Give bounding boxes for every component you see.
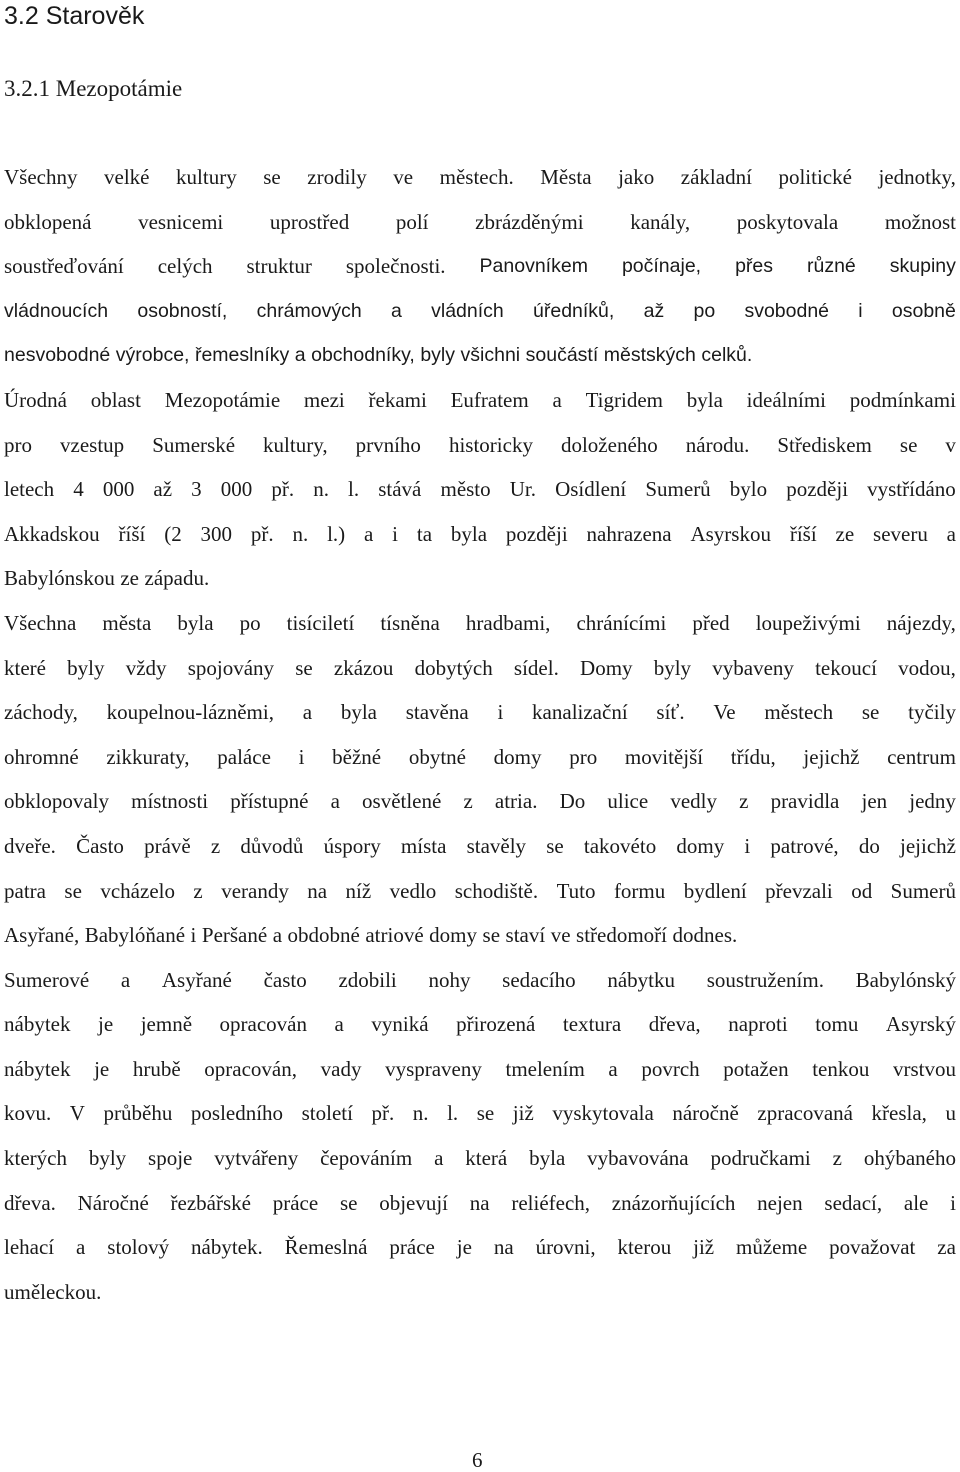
text-line: lehací a stolový nábytek. Řemeslná práce je na úrovni, kterou již můžeme považovat za [4,1235,956,1260]
text-line: Akkadskou říší (2 300 př. n. l.) a i ta byla později nahrazena Asyrskou říší ze severu a [4,521,956,546]
text-line: nesvobodné výrobce, řemeslníky a obchodníky, byly všichni součástí městských celků. [4,344,753,367]
body-text [4,155,956,1314]
text-line: nábytek je jemně opracován a vyniká přirozená textura dřeva, naproti tomu Asyrský [4,1012,956,1037]
document-page [4,0,956,1304]
text-line: kovu. V průběhu posledního století př. n. l. se již vyskytovala náročně zpracovaná křesla, u [4,1101,956,1126]
section-heading: 3.2 Starověk [4,2,145,30]
text-line: ohromné zikkuraty, paláce i běžné obytné domy pro movitější třídu, jejichž centrum [4,744,956,769]
text-line: Všechny velké kultury se zrodily ve městech. Města jako základní politické jednotky, [4,165,956,189]
text-line: pro vzestup Sumerské kultury, prvního historicky doloženého národu. Střediskem se v [4,432,956,457]
text-line: kterých byly spoje vytvářeny čepováním a která byla vybavována područkami z ohýbaného [4,1146,956,1171]
page-number: 6 [472,1448,483,1472]
text-line: Všechna města byla po tisíciletí tísněna hradbami, chránícími před loupeživými nájezdy, [4,610,956,635]
text-line: soustřeďování celých struktur společnosti. Panovníkem počínaje, přes různé skupiny [4,254,956,279]
text-line: letech 4 000 až 3 000 př. n. l. stává město Ur. Osídlení Sumerů bylo později vystřídáno [4,477,956,502]
subsection-heading: 3.2.1 Mezopotámie [4,76,183,101]
text-line: Asyřané, Babylóňané i Peršané a obdobné atriové domy se staví ve středomoří dodnes. [4,923,738,948]
text-line: které byly vždy spojovány se zkázou dobytých sídel. Domy byly vybaveny tekoucí vodou, [4,655,956,680]
text-line: obklopená vesnicemi uprostřed polí zbrázděnými kanály, poskytovala možnost [4,209,956,234]
text-line: Babylónskou ze západu. [4,566,210,591]
text-line: nábytek je hrubě opracován, vady vyspraveny tmelením a povrch potažen tenkou vrstvou [4,1056,956,1081]
text-line: záchody, koupelnou-lázněmi, a byla stavěna i kanalizační síť. Ve městech se tyčily [4,700,956,725]
text-line: Sumerové a Asyřané často zdobili nohy sedacího nábytku soustružením. Babylónský [4,967,956,992]
text-line: uměleckou. [4,1279,102,1304]
text-line: dřeva. Náročné řezbářské práce se objevují na reliéfech, znázorňujících nejen sedací, ale i [4,1190,956,1215]
text-line: dveře. Často právě z důvodů úspory místa stavěly se takovéto domy i patrové, do jejichž [4,833,956,858]
text-line: vládnoucích osobností, chrámových a vládních úředníků, až po svobodné i osobně [4,299,956,322]
text-line: Úrodná oblast Mezopotámie mezi řekami Eufratem a Tigridem byla ideálními podmínkami [4,387,956,412]
text-line: patra se vcházelo z verandy na níž vedlo schodiště. Tuto formu bydlení převzali od Sumerů [4,878,956,903]
text-line: obklopovaly místnosti přístupné a osvětlené z atria. Do ulice vedly z pravidla jen jedny [4,789,956,814]
